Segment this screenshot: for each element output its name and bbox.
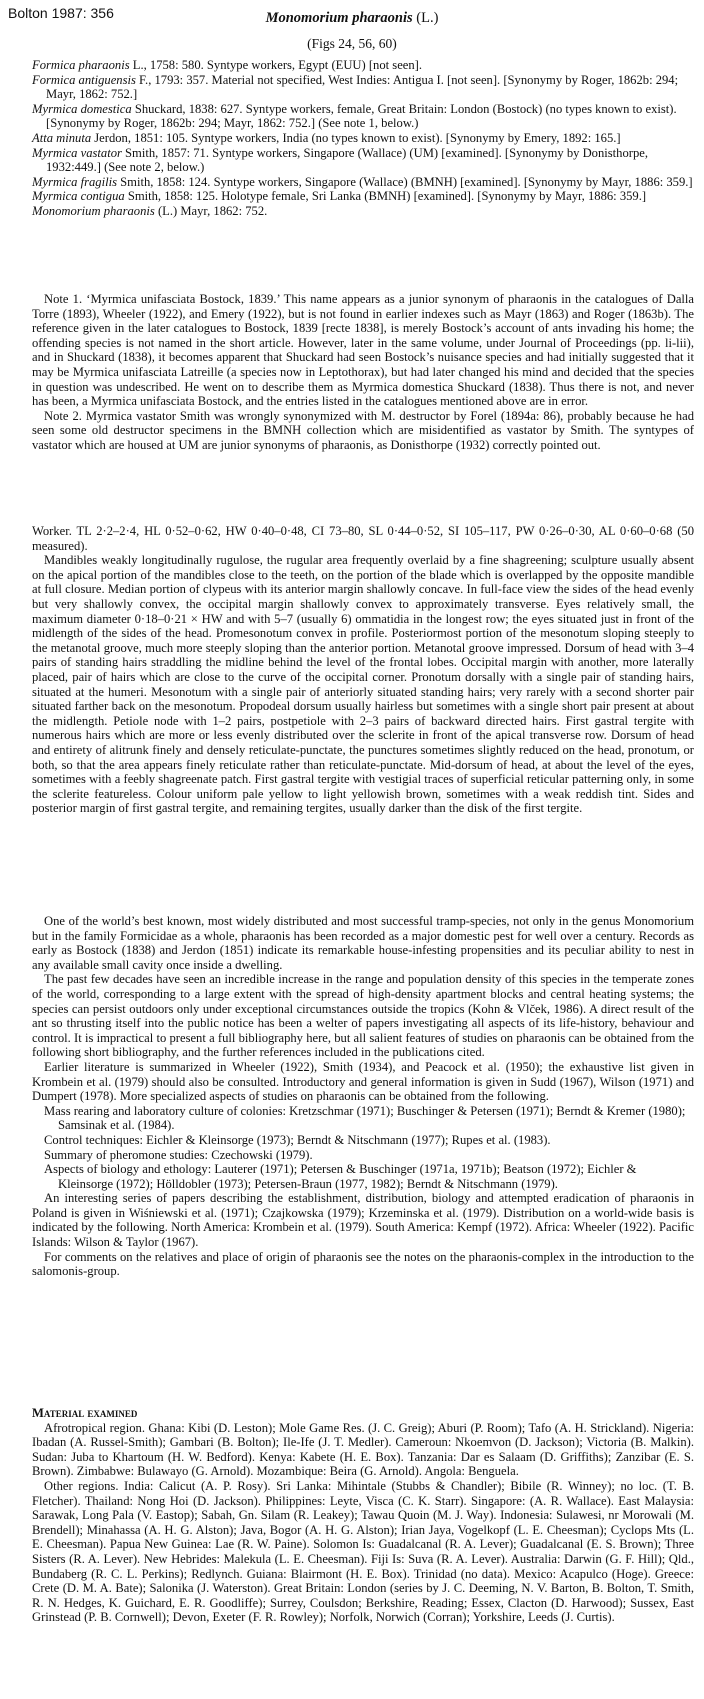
worker-description [32,524,694,816]
source-citation: Bolton 1987: 356 [8,5,114,21]
material-other-regions: Other regions. India: Calicut (A. P. Rosy). Sri Lanka: Mihintale (Stubbs & Chandler); Bibile (R. Winney); no loc. (T. B. Fletcher). Thailand: Nong Hoi (D. Jackson). Philippines: Leyte, Visca (C. K. Starr). Singapore: (A. R. Wallace). East Malaysia: Sarawak, Long Pala (V. Eastop); Sabah, Gn. Silam (R. Leakey); Tawau Quoin (M. J. Way). Indonesia: Sulawesi, nr Morowali (M. Brendell); Minahassa (A. H. G. Alston); Java, Bogor (A. H. G. Alston); Irian Jaya, Vogelkopf (L. E. Cheesman); Cyclops Mts (L. E. Cheesman). Papua New Guinea: Lae (R. W. Paine). Solomon Is: Guadalcanal (R. A. Lever); Guadalcanal (E. S. Brown); Three Sisters (R. A. Lever). New Hebrides: Malekula (L. E. Cheesman). Fiji Is: Suva (R. A. Lever). Australia: Darwin (G. F. Hill); Qld., Bundaberg (R. C. L. Perkins); Redlynch. Guiana: Blairmont (H. E. Box). Trinidad (no data). Mexico: Acapulco (Hoge). Greece: Crete (D. M. A. Bate); Salonika (J. Waterston). Great Britain: London (series by J. C. Deeming, N. V. Barton, B. Bolton, T. Smith, R. N. Hedges, K. Guichard, E. R. Goodliffe); Surrey, Coulsdon; Berkshire, Reading; Essex, Clacton (D. Harwood); Sussex, East Grinstead (P. B. Cornwell); Devon, Exeter (F. R. Rowley); Norfolk, Norwich (Corran); Yorkshire, Leeds (J. Curtis). [32,1478,694,1625]
material-examined-section [32,1406,694,1625]
discussion-paragraph: Earlier literature is summarized in Wheeler (1922), Smith (1934), and Peacock et al. (1950); the exhaustive list given in Krombein et al. (1979) should also be consulted. Introductory and general information is given in Sudd (1967), Wilson (1971) and Dumpert (1978). More specialized aspects of studies on pharaonis can be obtained from the following. [32,1059,694,1104]
figure-reference: (Figs 24, 56, 60) [307,36,397,51]
species-title [0,10,704,27]
material-afrotropical: Afrotropical region. Ghana: Kibi (D. Leston); Mole Game Res. (J. C. Greig); Aburi (P. Room); Tafo (A. H. Strickland). Nigeria: Ibadan (A. Russel-Smith); Gambari (B. Bolton); Ile-Ife (J. T. Medler). Cameroun: Nkoemvon (D. Jackson); Victoria (B. Malkin). Sudan: Juba to Khartoum (H. W. Bedford). Kenya: Kabete (H. E. Box). Tanzania: Dar es Salaam (D. Griffiths); Zanzibar (E. S. Brown). Zimbabwe: Bulawayo (G. Arnold). Mozambique: Beira (G. Arnold). Angola: Benguela. [32,1420,694,1479]
synonymy-list [32,58,694,219]
bibliography-item: Control techniques: Eichler & Kleinsorge (1973); Berndt & Nitschmann (1977); Rupes et al. (1983). [44,1132,551,1147]
synonym-entry: Formica pharaonis L., 1758: 580. Syntype workers, Egypt (EUU) [not seen]. [32,58,423,72]
bibliography-item: Summary of pheromone studies: Czechowski (1979). [44,1147,313,1162]
bibliography-item: Mass rearing and laboratory culture of colonies: Kretzschmar (1971); Buschinger & Petersen (1971); Berndt & Kremer (1980); Samsinak et al. (1984). [44,1103,686,1133]
synonym-entry: Myrmica domestica Shuckard, 1838: 627. Syntype workers, female, Great Britain: London (Bostock) (no types known to exist). [Synonymy by Roger, 1862b: 294; Mayr, 1862: 752.] (See note 1, below.) [32,101,677,131]
worker-morphology: Mandibles weakly longitudinally rugulose, the rugular area frequently overlaid by a fine shagreening; sculpture usually absent on the apical portion of the mandibles close to the teeth, on the portion of the blade which is overlapped by the opposite mandible at full closure. Median portion of clypeus with its anterior margin shallowly concave. In full-face view the sides of the head evenly but very shallowly convex, the occipital margin shallowly convex to approximately transverse. Eyes relatively small, the maximum diameter 0·18–0·21 × HW and with 5–7 (usually 6) ommatidia in the longest row; the eyes situated just in front of the midlength of the sides of the head. Promesonotum convex in profile. Posteriormost portion of the mesonotum sloping steeply to the metanotal groove, much more steeply sloping than the anterior portion. Metanotal groove impressed. Dorsum of head with 3–4 pairs of standing hairs straddling the midline behind the level of the frontal lobes. Occipital margin with another, more laterally placed, pair of hairs which are close to the curve of the occipital corner. Pronotum dorsally with a single pair of standing hairs, situated at the humeri. Mesonotum with a single pair of anteriorly situated standing hairs; very rarely with a second shorter pair situated farther back on the mesonotum. Propodeal dorsum usually hairless but sometimes with a single short pair present at about the midlength. Petiole node with 1–2 pairs, postpetiole with 2–3 pairs of backward directed hairs. First gastral tergite with numerous hairs which are more or less evenly distributed over the sclerite in front of the apical transverse row. Dorsum of head and entirety of alitrunk finely and densely reticulate-punctate, the punctures sometimes slightly reduced on the head, pronotum, or both, so that the area appears finely reticulate rather than reticulate-punctate. Mid-dorsum of head, at about the level of the eyes, sometimes with a feebly shagreenate patch. First gastral tergite with vestigial traces of superficial reticular patterning only, in some the sclerite featureless. Colour uniform pale yellow to light yellowish brown, sometimes with a weak reddish tint. Sides and posterior margin of first gastral tergite, and remaining tergites, usually darker than the disk of the first tergite. [32,553,694,816]
synonym-entry: Atta minuta Jerdon, 1851: 105. Syntype workers, India (no types known to exist). [Synonymy by Emery, 1892: 165.] [32,130,621,145]
worker-measurements: Worker. TL 2·2–2·4, HL 0·52–0·62, HW 0·40–0·48, CI 73–80, SL 0·44–0·52, SI 105–117, PW 0·26–0·30, AL 0·60–0·68 (50 measured). [32,524,694,553]
discussion-section [32,914,694,1279]
species-author: (L.) [416,10,439,26]
synonym-entry: Myrmica fragilis Smith, 1858: 124. Syntype workers, Singapore (Wallace) (BMNH) [examined]. [Synonymy by Mayr, 1886: 359.] [32,174,693,189]
discussion-paragraph: An interesting series of papers describing the establishment, distribution, biology and attempted eradication of pharaonis in Poland is given in Wiśniewski et al. (1971); Czajkowska (1979); Krzeminska et al. (1979). Distribution on a world-wide basis is indicated by the following. North America: Krombein et al. (1979). South America: Kempf (1972). Africa: Wheeler (1922). Pacific Islands: Wilson & Taylor (1967). [32,1191,694,1250]
bibliography-item: Aspects of biology and ethology: Lauterer (1971); Petersen & Buschinger (1971a, 1971b); Beatson (1972); Eichler & Kleinsorge (1972); Hölldobler (1973); Petersen-Braun (1977, 1982); Berndt & Nitschmann (1979). [44,1162,637,1191]
discussion-paragraph: For comments on the relatives and place of origin of pharaonis see the notes on the pharaonis-complex in the introduction to the salomonis-group. [32,1249,694,1279]
synonym-entry: Myrmica vastator Smith, 1857: 71. Syntype workers, Singapore (Wallace) (UM) [examined]. [Synonymy by Donisthorpe, 1932:449.] (See note 2, below.) [32,145,648,175]
synonym-entry: Myrmica contigua Smith, 1858: 125. Holotype female, Sri Lanka (BMNH) [examined]. [Synonymy by Mayr, 1886: 359.] [32,189,647,204]
species-name: Monomorium pharaonis [265,10,413,26]
synonym-entry: Formica antiguensis F., 1793: 357. Material not specified, West Indies: Antigua I. [not seen]. [Synonymy by Roger, 1862b: 294; Mayr, 1862: 752.] [32,72,679,102]
material-heading: Material examined [32,1406,138,1420]
synonym-entry: Monomorium pharaonis (L.) Mayr, 1862: 752. [32,203,268,218]
discussion-paragraph: The past few decades have seen an incredible increase in the range and population density of this species in the temperate zones of the world, corresponding to a large extent with the spread of high-density apartment blocks and central heating systems; the species can persist outdoors only under exceptional circumstances outside the tropics (Kohn & Vlček, 1986). A direct result of the ant so thrusting itself into the public notice has been a welter of papers investigating all aspects of its life-history, behaviour and control. It is impractical to present a full bibliography here, but all salient features of studies on pharaonis can be obtained from the following short bibliography, and the further references included in the publications cited. [32,972,694,1060]
discussion-paragraph: One of the world’s best known, most widely distributed and most successful tramp-species, not only in the genus Monomorium but in the family Formicidae as a whole, pharaonis has been recorded as a major domestic pest for well over a century. Records as early as Bostock (1838) and Jerdon (1851) indicate its remarkable house-infesting propensities and its peculiar ability to nest in any available small cavity once inside a dwelling. [32,914,694,972]
note-1: Note 1. ‘Myrmica unifasciata Bostock, 1839.’ This name appears as a junior synonym of pharaonis in the catalogues of Dalla Torre (1893), Wheeler (1922), and Emery (1922), but is not found in earlier indexes such as Mayr (1863) and Roger (1863b). The reference given in the later catalogues to Bostock, 1839 [recte 1838], is merely Bostock’s account of ants invading his home; the offending species is not named in the short article. However, later in the same volume, under Journal of Proceedings (pp. li-lii), and in Shuckard (1838), it becomes apparent that Shuckard had seen Bostock’s nuisance species and had initially suggested that it may be Myrmica unifasciata Latreille (a species now in Leptothorax), but had later changed his mind and decided that the species in question was undescribed. He went on to describe them as Myrmica domestica Shuckard (1838). Thus there is not, and never has been, a Myrmica unifasciata Bostock, and the entries listed in the catalogues mentioned above are in error. [32,292,694,409]
notes-section [32,292,694,453]
note-2: Note 2. Myrmica vastator Smith was wrongly synonymized with M. destructor by Forel (1894a: 86), probably because he had seen some old destructor specimens in the BMNH collection which are misidentified as vastator by Smith. The syntypes of vastator which are housed at UM are junior synonyms of pharaonis, as Donisthorpe (1932) correctly pointed out. [32,408,694,452]
